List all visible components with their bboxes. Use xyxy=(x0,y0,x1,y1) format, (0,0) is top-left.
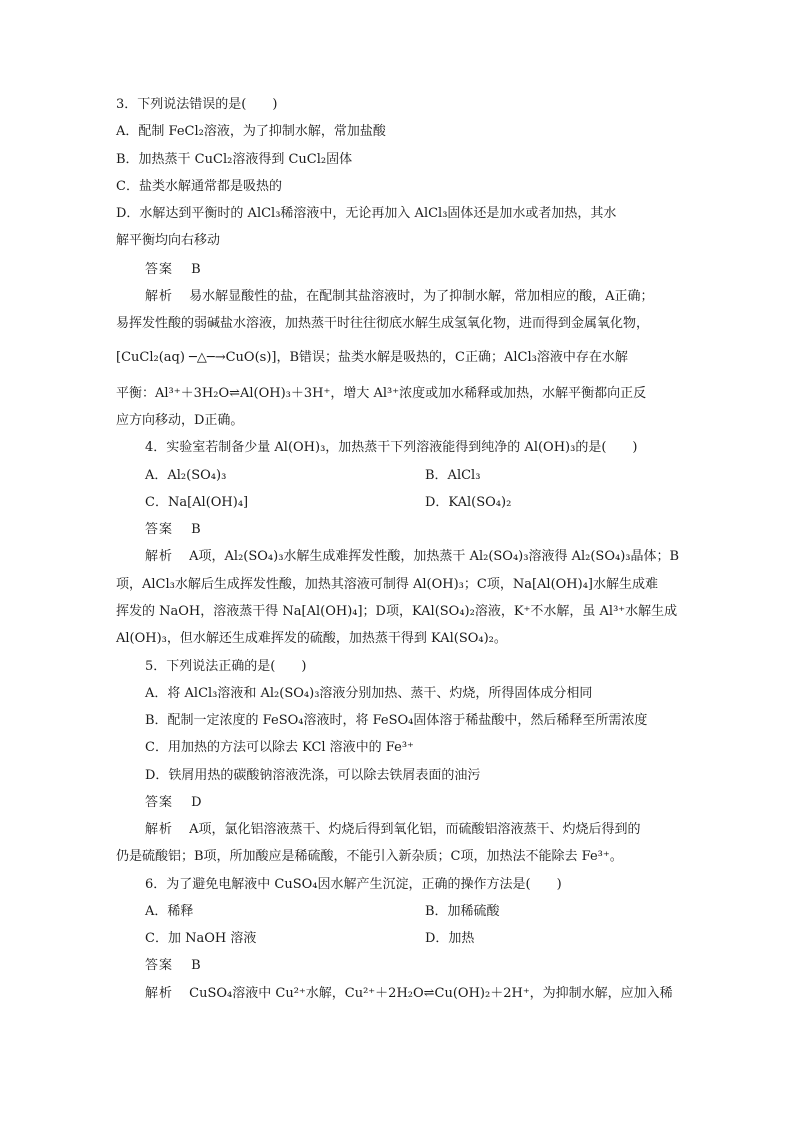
q5-option-b: B．配制一定浓度的 FeSO₄溶液时，将 FeSO₄固体溶于稀盐酸中，然后稀释至所需浓度 xyxy=(145,713,648,728)
q5-option-a: A．将 AlCl₃溶液和 Al₂(SO₄)₃溶液分别加热、蒸干、灼烧，所得固体成分相同 xyxy=(145,686,593,701)
q5-analysis-2: 仍是硫酸铝；B项，所加酸应是稀硫酸，不能引入新杂质；C项，加热法不能除去 Fe³⁺。 xyxy=(116,849,623,864)
q3-option-c: C．盐类水解通常都是吸热的 xyxy=(116,179,282,194)
q3-analysis-1 xyxy=(145,287,686,307)
q5-analysis-1 xyxy=(145,820,686,840)
q3-option-d-cont: 解平衡均向右移动 xyxy=(116,233,221,248)
q5-option-d: D．铁屑用热的碳酸钠溶液洗涤，可以除去铁屑表面的油污 xyxy=(145,768,481,783)
q4-analysis-1 xyxy=(145,547,686,567)
analysis-text: A项，氯化铝溶液蒸干、灼烧后得到氧化铝，而硫酸铝溶液蒸干、灼烧后得到的 xyxy=(189,822,641,837)
analysis-label: 解析 xyxy=(145,549,174,564)
answer-value: B xyxy=(191,262,201,277)
analysis-label: 解析 xyxy=(145,986,174,1001)
q3-option-a: A．配制 FeCl₂溶液，为了抑制水解，常加盐酸 xyxy=(116,124,386,139)
q6-option-a: A．稀释 xyxy=(145,904,194,919)
q6-analysis-1 xyxy=(145,984,686,1004)
answer-label: 答案 xyxy=(145,958,174,973)
analysis-label: 解析 xyxy=(145,289,174,304)
q3-analysis-5: 应方向移动，D正确。 xyxy=(116,413,244,428)
q5-answer xyxy=(145,793,686,813)
q3-answer xyxy=(145,260,686,280)
q3-analysis-3: [CuCl₂(aq) ─△─→CuO(s)]，B错误；盐类水解是吸热的，C正确；AlCl₃溶液中存在水解 xyxy=(116,350,628,365)
q6-option-d: D．加热 xyxy=(425,931,475,946)
analysis-text: 易水解显酸性的盐，在配制其盐溶液时，为了抑制水解，常加相应的酸，A正确； xyxy=(189,289,654,304)
answer-value: D xyxy=(191,795,202,810)
q3-analysis-4: 平衡：Al³⁺＋3H₂O⇌Al(OH)₃＋3H⁺，增大 Al³⁺浓度或加水稀释或加热，水解平衡都向正反 xyxy=(116,386,647,401)
q3-option-b: B．加热蒸干 CuCl₂溶液得到 CuCl₂固体 xyxy=(116,152,353,167)
q6-stem: 6．为了避免电解液中 CuSO₄因水解产生沉淀，正确的操作方法是( ) xyxy=(145,877,562,892)
q4-option-b: B．AlCl₃ xyxy=(425,468,481,483)
q4-analysis-3: 挥发的 NaOH，溶液蒸干得 Na[Al(OH)₄]；D项，KAl(SO₄)₂溶液，K⁺不水解，虽 Al³⁺水解生成 xyxy=(116,604,678,619)
q6-option-b: B．加稀硫酸 xyxy=(425,904,500,919)
answer-value: B xyxy=(191,522,201,537)
answer-value: B xyxy=(191,958,201,973)
q5-option-c: C．用加热的方法可以除去 KCl 溶液中的 Fe³⁺ xyxy=(145,740,414,755)
q4-analysis-2: 项，AlCl₃水解后生成挥发性酸，加热其溶液可制得 Al(OH)₃；C项，Na[Al(OH)₄]水解生成难 xyxy=(116,577,659,592)
q4-stem: 4．实验室若制备少量 Al(OH)₃，加热蒸干下列溶液能得到纯净的 Al(OH)₃的是( ) xyxy=(145,440,638,455)
answer-label: 答案 xyxy=(145,522,174,537)
q4-answer xyxy=(145,520,686,540)
q6-answer xyxy=(145,956,686,976)
analysis-text: CuSO₄溶液中 Cu²⁺水解，Cu²⁺＋2H₂O⇌Cu(OH)₂＋2H⁺，为抑制水解，应加入稀 xyxy=(189,986,673,1001)
analysis-text: A项，Al₂(SO₄)₃水解生成难挥发性酸，加热蒸干 Al₂(SO₄)₃溶液得 Al₂(SO₄)₃晶体；B xyxy=(189,549,680,564)
q5-stem: 5．下列说法正确的是( ) xyxy=(145,659,307,674)
q4-analysis-4: Al(OH)₃，但水解还生成难挥发的硫酸，加热蒸干得到 KAl(SO₄)₂。 xyxy=(116,631,507,646)
answer-label: 答案 xyxy=(145,262,174,277)
q3-analysis-2: 易挥发性酸的弱碱盐水溶液，加热蒸干时往往彻底水解生成氢氧化物，进而得到金属氧化物， xyxy=(116,316,650,331)
q6-option-c: C．加 NaOH 溶液 xyxy=(145,931,257,946)
q4-option-a: A．Al₂(SO₄)₃ xyxy=(145,468,227,483)
q3-option-d: D．水解达到平衡时的 AlCl₃稀溶液中，无论再加入 AlCl₃固体还是加水或者加热，其水 xyxy=(116,206,617,221)
answer-label: 答案 xyxy=(145,795,174,810)
q3-stem: 3．下列说法错误的是( ) xyxy=(116,97,278,112)
q4-option-d: D．KAl(SO₄)₂ xyxy=(425,495,512,510)
q4-option-c: C．Na[Al(OH)₄] xyxy=(145,495,249,510)
analysis-label: 解析 xyxy=(145,822,174,837)
